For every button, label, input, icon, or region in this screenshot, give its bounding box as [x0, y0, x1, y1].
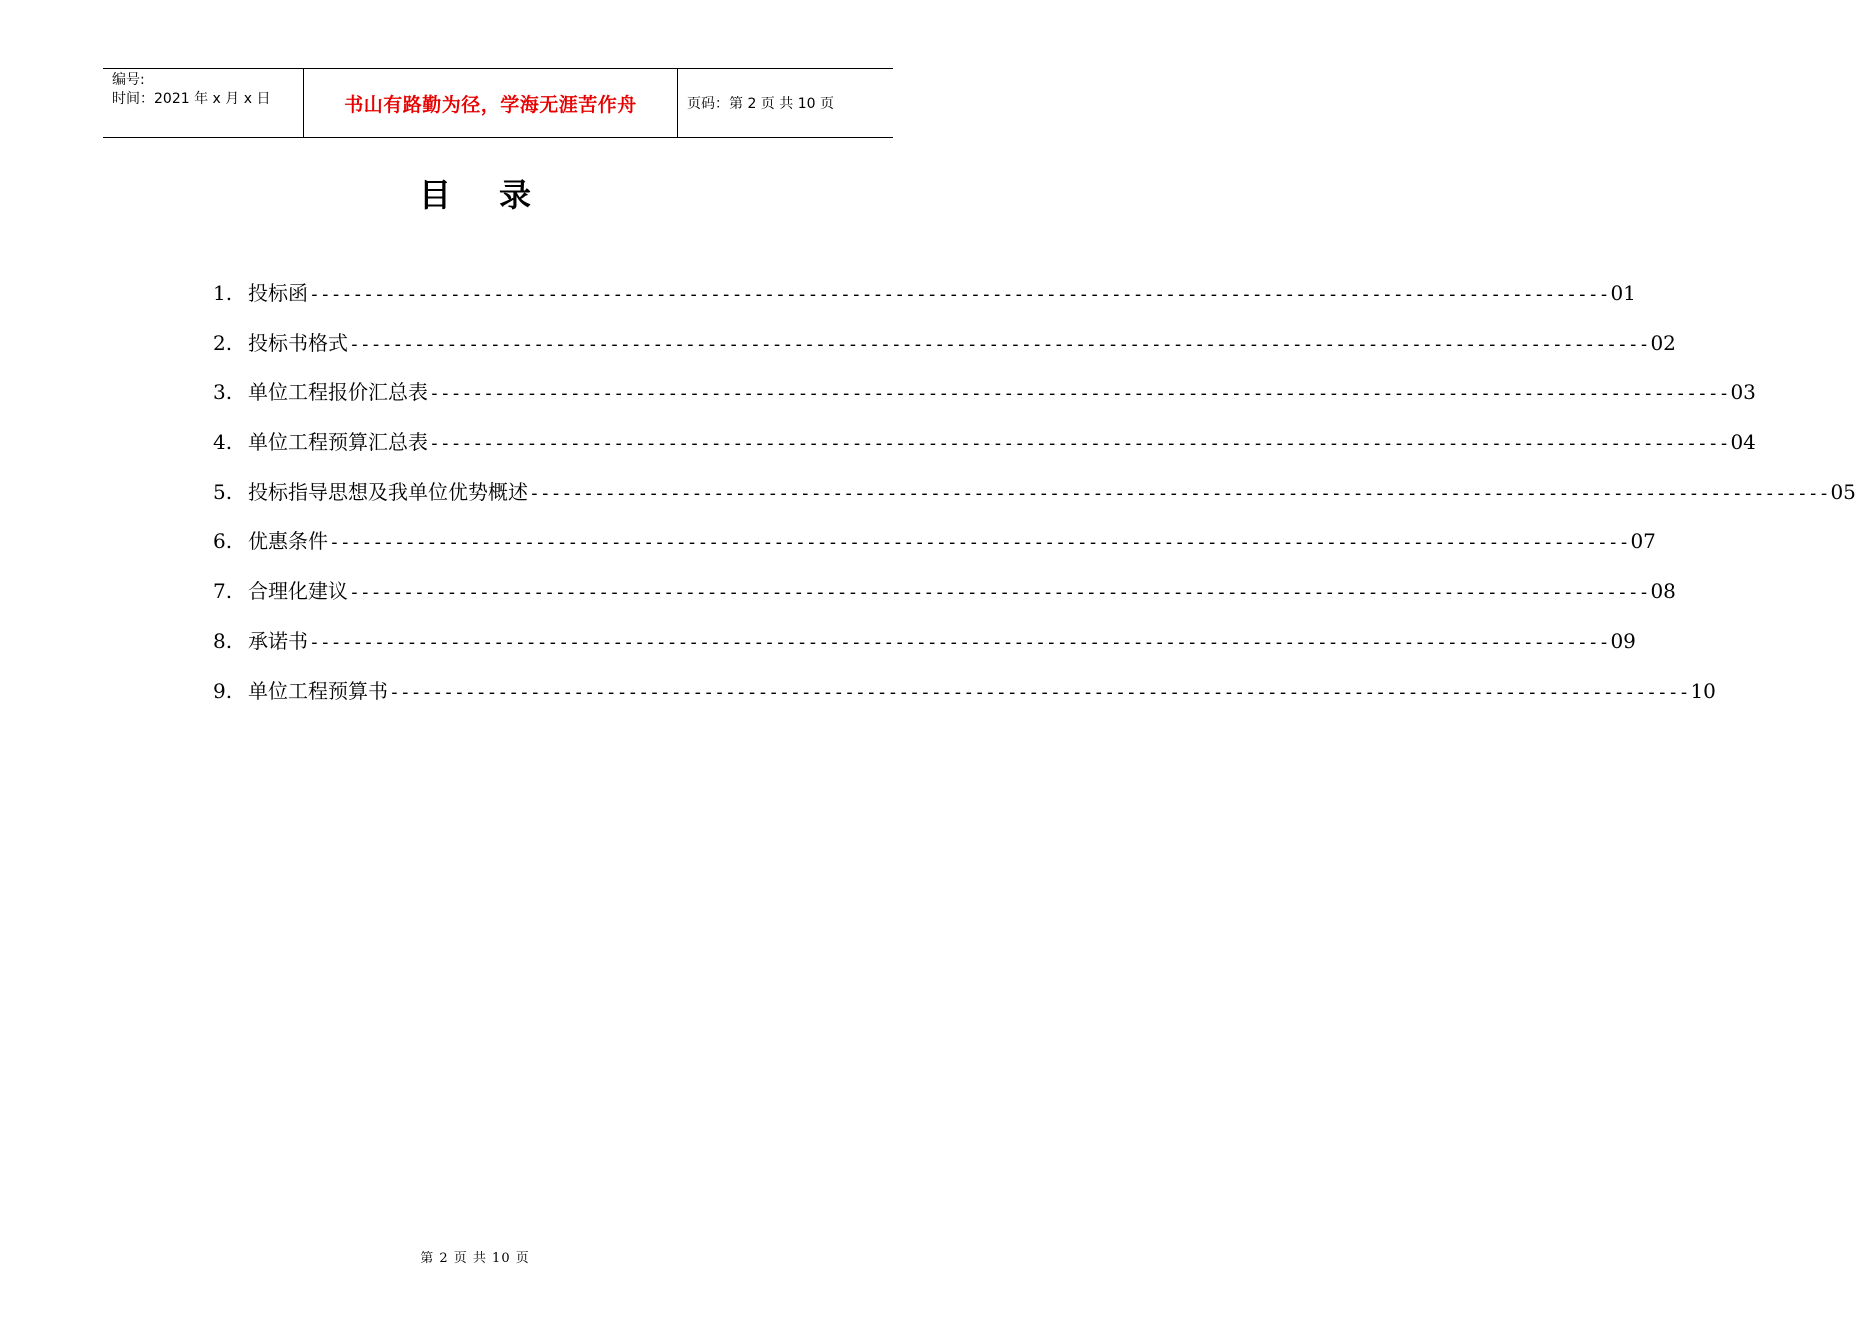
toc-number: 9.: [213, 678, 233, 703]
toc-page: 05: [1830, 479, 1856, 504]
toc-label: 承诺书: [248, 628, 308, 653]
toc-row[interactable]: [213, 526, 1656, 576]
toc-row[interactable]: [213, 626, 1636, 676]
toc-leader: ------------------------------------------------------------------------------------------------------------------------: [529, 482, 1830, 504]
toc-page: 04: [1730, 430, 1756, 455]
toc-page: 10: [1690, 678, 1716, 703]
toc-row[interactable]: [213, 576, 1676, 626]
toc-leader: ------------------------------------------------------------------------------------------------------------------------: [429, 383, 1730, 405]
toc-leader: ------------------------------------------------------------------------------------------------------------------------: [349, 333, 1650, 355]
toc-leader: ------------------------------------------------------------------------------------------------------------------------: [309, 631, 1610, 653]
header-page-code: 页码：第 2 页 共 10 页: [687, 96, 834, 112]
toc-row[interactable]: [213, 477, 1856, 527]
toc-page: 02: [1650, 330, 1676, 355]
toc-label: 单位工程报价汇总表: [248, 380, 428, 405]
toc-page: 03: [1730, 380, 1756, 405]
header-meta: [103, 69, 304, 137]
toc-leader: ------------------------------------------------------------------------------------------------------------------------: [349, 582, 1650, 604]
date-text: 时间：2021 年 x 月 x 日: [112, 91, 271, 107]
toc-number: 1.: [213, 281, 233, 305]
toc-number: 5.: [213, 479, 233, 504]
toc-number: 3.: [213, 380, 233, 405]
toc-label: 投标指导思想及我单位优势概述: [248, 479, 528, 504]
toc-label: 投标函: [248, 281, 308, 305]
toc-label: 单位工程预算汇总表: [248, 430, 428, 455]
toc-leader: ------------------------------------------------------------------------------------------------------------------------: [309, 284, 1610, 305]
toc-label: 单位工程预算书: [248, 678, 388, 703]
toc-label: 合理化建议: [248, 579, 348, 604]
toc-number: 6.: [213, 529, 233, 554]
toc-row[interactable]: [213, 328, 1676, 378]
page-title: 目录: [418, 176, 579, 214]
toc-leader: ------------------------------------------------------------------------------------------------------------------------: [429, 433, 1730, 455]
toc-row[interactable]: [213, 377, 1756, 427]
toc-page: 07: [1630, 529, 1656, 554]
toc-leader: ------------------------------------------------------------------------------------------------------------------------: [329, 532, 1630, 554]
toc-number: 4.: [213, 430, 233, 455]
toc-page: 09: [1610, 628, 1636, 653]
toc-row[interactable]: [213, 427, 1756, 477]
toc-row[interactable]: [213, 676, 1716, 726]
page-footer: 第 2 页 共 10 页: [420, 1251, 530, 1266]
toc-number: 7.: [213, 579, 233, 604]
toc-row[interactable]: [213, 278, 1636, 328]
toc-page: 08: [1650, 579, 1676, 604]
table-of-contents: [213, 278, 1856, 725]
page-header: [103, 68, 893, 138]
toc-number: 2.: [213, 330, 233, 355]
toc-number: 8.: [213, 628, 233, 653]
header-motto: 书山有路勤为径，学海无涯苦作舟: [304, 69, 678, 137]
toc-page: 01: [1610, 281, 1636, 305]
toc-label: 优惠条件: [248, 529, 328, 554]
toc-leader: ------------------------------------------------------------------------------------------------------------------------: [389, 681, 1690, 703]
toc-label: 投标书格式: [248, 330, 348, 355]
serial-label: 编号:: [112, 72, 145, 88]
